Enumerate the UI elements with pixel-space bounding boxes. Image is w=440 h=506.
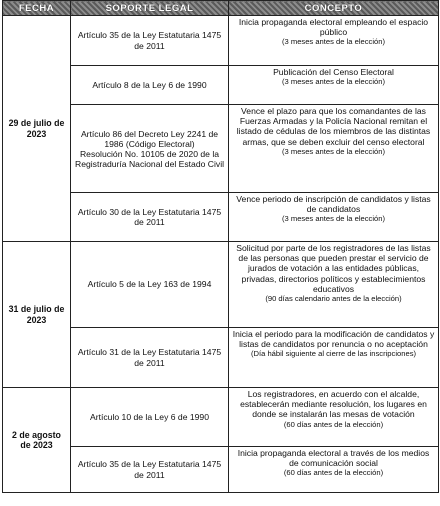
law-cell: Artículo 10 de la Ley 6 de 1990 [71, 388, 229, 447]
concept-note: (3 meses antes de la elección) [282, 214, 385, 224]
concept-text: Los registradores, en acuerdo con el alcalde, establecerán mediante resolución, los lugares en donde se instalarán las mesas de votación [240, 389, 427, 420]
header-concepto: CONCEPTO [229, 1, 439, 16]
concept-text: Inicia el periodo para la modificación de candidatos y listas de candidatos por renuncia o no aceptación [232, 329, 435, 350]
header-fecha: FECHA [3, 1, 71, 16]
concept-text: Inicia propaganda electoral a través de los medios de comunicación social [237, 448, 430, 469]
header-soporte-legal: SOPORTE LEGAL [71, 1, 229, 16]
concept-cell [229, 66, 439, 105]
concept-note: (60 días antes de la elección) [283, 419, 384, 429]
concept-cell [229, 388, 439, 447]
date-cell: 29 de julio de 2023 [3, 16, 71, 242]
concept-note: (90 días calendario antes de la elección) [265, 294, 402, 304]
concept-text: Vence periodo de inscripción de candidatos y listas de candidatos [236, 194, 431, 215]
concept-text: Inicia propaganda electoral empleando el espacio público [238, 17, 429, 38]
concept-cell [229, 447, 439, 493]
law-cell: Artículo 35 de la Ley Estatutaria 1475 de 2011 [71, 447, 229, 493]
concept-text: Vence el plazo para que los comandantes de las Fuerzas Armadas y la Policía Nacional remitan el listado de cédulas de los miembros de las distintas armas, que se deben excluir del censo electoral [236, 106, 431, 147]
table-row [3, 16, 439, 66]
concept-cell [229, 105, 439, 193]
law-cell [71, 105, 229, 193]
table-row [3, 388, 439, 447]
concept-text: Solicitud por parte de los registradores de las listas de las personas que pueden prestar el servicio de jurados de votación a las entidades públicas, privadas, directorios políticos y establecimientos educativos [236, 243, 431, 294]
table-header-row [3, 1, 439, 16]
law-cell: Artículo 35 de la Ley Estatutaria 1475 de 2011 [71, 16, 229, 66]
law-cell: Artículo 5 de la Ley 163 de 1994 [71, 242, 229, 328]
law-cell: Artículo 30 de la Ley Estatutaria 1475 de 2011 [71, 193, 229, 242]
concept-text: Publicación del Censo Electoral [273, 67, 394, 77]
concept-cell [229, 16, 439, 66]
electoral-calendar-table [2, 0, 439, 493]
concept-note: (3 meses antes de la elección) [282, 77, 385, 87]
date-cell: 2 de agosto de 2023 [3, 388, 71, 493]
date-cell: 31 de julio de 2023 [3, 242, 71, 388]
concept-note: (3 meses antes de la elección) [282, 146, 385, 156]
law-cell: Artículo 8 de la Ley 6 de 1990 [71, 66, 229, 105]
concept-cell [229, 328, 439, 388]
concept-note: (3 meses antes de la elección) [282, 37, 385, 47]
concept-note: (60 días antes de la elección) [283, 468, 384, 478]
concept-note: (Día hábil siguiente al cierre de las inscripciones) [250, 349, 417, 359]
concept-cell [229, 193, 439, 242]
table-row [3, 242, 439, 328]
law-text: Artículo 86 del Decreto Ley 2241 de 1986 (Código Electoral) [80, 128, 219, 149]
law-cell: Artículo 31 de la Ley Estatutaria 1475 de 2011 [71, 328, 229, 388]
concept-cell [229, 242, 439, 328]
law-text-secondary: Resolución No. 10105 de 2020 de la Registraduría Nacional del Estado Civil [74, 149, 225, 170]
